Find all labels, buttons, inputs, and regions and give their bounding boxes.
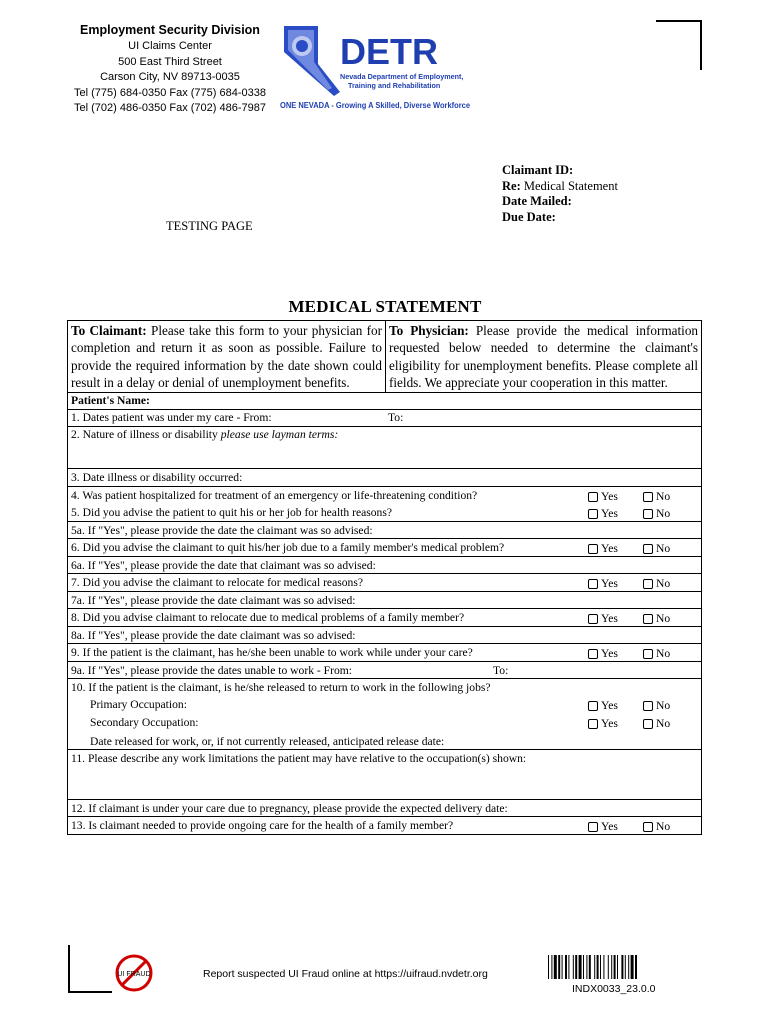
due-date-label: Due Date: (502, 209, 556, 224)
barcode-bar (631, 955, 634, 979)
q12-label: 12. If claimant is under your care due to pregnancy, please provide the expected delivery date: (71, 802, 508, 815)
q11-label: 11. Please describe any work limitations the patient may have relative to the occupation(s) shown: (71, 752, 527, 765)
barcode-bar (628, 955, 629, 979)
q8-row (68, 609, 701, 627)
checkbox-icon (643, 509, 653, 519)
q4-yes-checkbox[interactable]: Yes (588, 489, 618, 504)
checkbox-icon (588, 822, 598, 832)
q10-secondary-yes-checkbox[interactable]: Yes (588, 716, 618, 731)
agency-line: UI Claims Center (128, 40, 212, 52)
q10-primary-yes-checkbox[interactable]: Yes (588, 698, 618, 713)
q11-row[interactable] (68, 750, 701, 800)
barcode-bar (586, 955, 587, 979)
q1-row[interactable] (68, 410, 701, 427)
barcode-bar (565, 955, 567, 979)
barcode-bar (554, 955, 557, 979)
logo-acronym: DETR (340, 31, 438, 72)
q10-date-label: Date released for work, or, if not currently released, anticipated release date: (90, 735, 445, 748)
agency-line: Tel (702) 486-0350 Fax (702) 486-7987 (73, 102, 266, 114)
agency-address (60, 22, 280, 117)
q10-row (68, 679, 701, 696)
logo-tagline: ONE NEVADA - Growing A Skilled, Diverse Workforce (280, 101, 471, 110)
barcode-bar (625, 955, 626, 979)
physician-instructions-text: Please provide the medical information requested below needed to determine the claimant's eligibility for unemployment benefits. Please complete all fields. We appreciate your cooperation in this matter. (389, 323, 699, 390)
no-fraud-icon (114, 953, 154, 993)
q7-no-checkbox[interactable]: No (643, 576, 670, 591)
checkbox-icon (588, 719, 598, 729)
physician-instructions (386, 321, 701, 392)
q7-row (68, 574, 701, 592)
no-fraud-text: UI FRAUD (117, 971, 151, 978)
agency-line: Carson City, NV 89713-0035 (100, 71, 240, 83)
checkbox-icon (643, 822, 653, 832)
barcode-bar (573, 955, 574, 979)
q10-secondary-no-checkbox[interactable]: No (643, 716, 670, 731)
agency-line: 500 East Third Street (118, 55, 222, 68)
q4-label: 4. Was patient hospitalized for treatment of an emergency or life-threatening condition? (71, 489, 478, 502)
q13-row (68, 817, 701, 834)
checkbox-icon (643, 492, 653, 502)
q6-label: 6. Did you advise the claimant to quit his/her job due to a family member's medical problem? (71, 541, 505, 554)
checkbox-icon (588, 649, 598, 659)
claimant-instructions (68, 321, 386, 392)
barcode-bar (551, 955, 552, 979)
q7-yes-checkbox[interactable]: Yes (588, 576, 618, 591)
q6-row (68, 539, 701, 557)
page-title: MEDICAL STATEMENT (288, 297, 482, 316)
barcode-bar (614, 955, 616, 979)
barcode-bar (568, 955, 569, 979)
q9-label: 9. If the patient is the claimant, has he/she been unable to work while under your care? (71, 646, 473, 659)
corner-mark-bottom-left (68, 945, 112, 993)
detr-logo (278, 22, 478, 117)
q7a-row[interactable] (68, 592, 701, 609)
checkbox-icon (643, 719, 653, 729)
instructions-box (67, 320, 702, 393)
barcode-bar (589, 955, 591, 979)
form-number: INDX0033_23.0.0 (572, 983, 656, 995)
q10-label: 10. If the patient is the claimant, is he/she released to return to work in the following jobs? (71, 681, 491, 694)
q4-no-checkbox[interactable]: No (643, 489, 670, 504)
logo-name-line1: Nevada Department of Employment, (340, 72, 464, 81)
q9-yes-checkbox[interactable]: Yes (588, 646, 618, 661)
q3-label: 3. Date illness or disability occurred: (71, 471, 243, 484)
patient-name-label: Patient's Name: (71, 394, 150, 407)
q5-label: 5. Did you advise the patient to quit his or her job for health reasons? (71, 506, 393, 519)
q2-label: 2. Nature of illness or disability please use layman terms: (71, 428, 339, 441)
q10-primary-label: Primary Occupation: (90, 698, 187, 711)
logo-name-line2: Training and Rehabilitation (348, 81, 441, 90)
barcode-bar (621, 955, 623, 979)
checkbox-icon (643, 579, 653, 589)
medical-form (67, 393, 702, 835)
q8-yes-checkbox[interactable]: Yes (588, 611, 618, 626)
q6-no-checkbox[interactable]: No (643, 541, 670, 556)
physician-instructions-heading: To Physician: (389, 323, 469, 338)
q9-no-checkbox[interactable]: No (643, 646, 670, 661)
checkbox-icon (588, 614, 598, 624)
q1-to-label: To: (388, 411, 404, 424)
q10-primary-no-checkbox[interactable]: No (643, 698, 670, 713)
q10-secondary-label: Secondary Occupation: (90, 716, 199, 729)
q6a-row[interactable] (68, 557, 701, 574)
checkbox-icon (643, 544, 653, 554)
q10-secondary-row[interactable] (68, 714, 701, 732)
q5-yes-checkbox[interactable]: Yes (588, 506, 618, 521)
q13-label: 13. Is claimant needed to provide ongoing care for the health of a family member? (71, 819, 454, 832)
q10-date-row[interactable] (68, 732, 701, 750)
checkbox-icon (588, 579, 598, 589)
q8-label: 8. Did you advise claimant to relocate due to medical problems of a family member? (71, 611, 465, 624)
q2-row[interactable] (68, 427, 701, 469)
q13-yes-checkbox[interactable]: Yes (588, 819, 618, 834)
barcode (548, 955, 671, 979)
barcode-bar (617, 955, 618, 979)
q5-row (68, 504, 701, 522)
date-mailed-label: Date Mailed: (502, 194, 572, 208)
barcode-bar (611, 955, 612, 979)
barcode-bar (579, 955, 582, 979)
q4-row (68, 487, 701, 504)
testing-page-label: TESTING PAGE (166, 219, 253, 233)
checkbox-icon (643, 701, 653, 711)
checkbox-icon (588, 544, 598, 554)
q13-no-checkbox[interactable]: No (643, 819, 670, 834)
q9a-to-label: To: (493, 664, 509, 677)
q8a-label: 8a. If "Yes", please provide the date claimant was so advised: (71, 629, 356, 642)
barcode-bar (635, 955, 637, 979)
q6-yes-checkbox[interactable]: Yes (588, 541, 618, 556)
barcode-bar (562, 955, 563, 979)
barcode-bar (597, 955, 599, 979)
q8-no-checkbox[interactable]: No (643, 611, 670, 626)
q6a-label: 6a. If "Yes", please provide the date that claimant was so advised: (71, 559, 376, 572)
barcode-bar (608, 955, 609, 979)
checkbox-icon (643, 614, 653, 624)
patient-name-row[interactable] (68, 393, 701, 410)
claimant-info-block (502, 163, 618, 225)
re-label: Re: (502, 178, 521, 193)
claimant-instructions-heading: To Claimant: (71, 323, 147, 338)
barcode-bar (548, 955, 549, 979)
q8a-row[interactable] (68, 627, 701, 644)
checkbox-icon (588, 701, 598, 711)
q1-label: 1. Dates patient was under my care - From: (71, 411, 272, 424)
barcode-bar (600, 955, 601, 979)
barcode-bar (594, 955, 595, 979)
q9a-label: 9a. If "Yes", please provide the dates unable to work - From: (71, 664, 353, 677)
agency-name: Employment Security Division (80, 23, 260, 37)
q2-note: please use layman terms: (220, 428, 339, 441)
checkbox-icon (643, 649, 653, 659)
q3-row[interactable] (68, 469, 701, 487)
q5a-row[interactable] (68, 522, 701, 539)
re-value: Medical Statement (523, 178, 618, 193)
q7a-label: 7a. If "Yes", please provide the date claimant was so advised: (71, 594, 356, 607)
barcode-bar (558, 955, 560, 979)
fraud-report-notice: Report suspected UI Fraud online at https://uifraud.nvdetr.org (203, 968, 488, 980)
checkbox-icon (588, 509, 598, 519)
q9-row (68, 644, 701, 662)
claimant-instructions-text: Please take this form to your physician for completion and return it as soon as possible. Failure to provide the required information by the date shown could result in a delay or denial of unemployment benefits. (71, 323, 382, 390)
barcode-bar (603, 955, 604, 979)
barcode-bar (583, 955, 584, 979)
agency-line: Tel (775) 684-0350 Fax (775) 684-0338 (73, 86, 266, 99)
q10-primary-row[interactable] (68, 696, 701, 714)
q7-label: 7. Did you advise the claimant to relocate for medical reasons? (71, 576, 363, 589)
corner-mark-top-right (656, 20, 702, 70)
claimant-id-label: Claimant ID: (502, 163, 574, 177)
barcode-bar (575, 955, 577, 979)
checkbox-icon (588, 492, 598, 502)
q5-no-checkbox[interactable]: No (643, 506, 670, 521)
q12-row[interactable] (68, 800, 701, 817)
q9a-row[interactable] (68, 662, 701, 679)
q5a-label: 5a. If "Yes", please provide the date the claimant was so advised: (71, 524, 373, 537)
